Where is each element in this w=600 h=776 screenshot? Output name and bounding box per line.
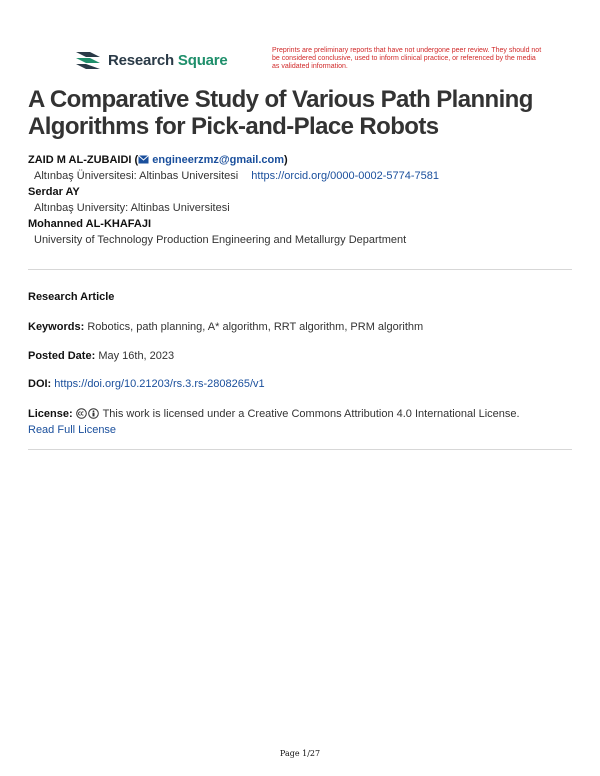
posted-date-label: Posted Date: bbox=[28, 350, 96, 362]
orcid-link[interactable]: https://orcid.org/0000-0002-5774-7581 bbox=[251, 170, 440, 182]
posted-date-row bbox=[28, 348, 572, 364]
header bbox=[74, 46, 544, 80]
logo-word-square: Square bbox=[177, 51, 228, 69]
posted-date-value: May 16th, 2023 bbox=[98, 350, 175, 362]
keywords-row bbox=[28, 319, 572, 335]
paper-title: A Comparative Study of Various Path Planning Algorithms for Pick-and-Place Robots bbox=[28, 86, 533, 140]
article-type: Research Article bbox=[28, 291, 115, 303]
keywords-label: Keywords: bbox=[28, 321, 85, 333]
license-label: License: bbox=[28, 408, 73, 420]
logo-word-research: Research bbox=[108, 51, 174, 69]
author-affiliation bbox=[28, 168, 572, 184]
doi-row bbox=[28, 376, 572, 392]
author-name: ZAID M AL-ZUBAIDI ( engineerzmz@gmail.com) bbox=[28, 154, 288, 166]
author-name-text: ZAID M AL-ZUBAIDI bbox=[28, 154, 132, 166]
creative-commons-icon bbox=[76, 408, 100, 419]
author-email-link[interactable]: engineerzmz@gmail.com bbox=[152, 154, 285, 166]
logo-text bbox=[108, 52, 228, 69]
divider bbox=[28, 449, 572, 450]
affiliation-text: Altınbaş Üniversitesi: Altinbas Universitesi bbox=[34, 170, 239, 182]
license-text: This work is licensed under a Creative Commons Attribution 4.0 International License. bbox=[102, 408, 520, 420]
envelope-icon bbox=[138, 155, 149, 164]
divider bbox=[28, 269, 572, 270]
keywords-value: Robotics, path planning, A* algorithm, RRT algorithm, PRM algorithm bbox=[87, 321, 424, 333]
doi-link[interactable]: https://doi.org/10.21203/rs.3.rs-2808265/v1 bbox=[54, 378, 265, 390]
doi-label: DOI: bbox=[28, 378, 52, 390]
license-row bbox=[28, 406, 572, 438]
author-affiliation: Altınbaş University: Altinbas Universitesi bbox=[34, 202, 230, 214]
author-list bbox=[28, 152, 572, 248]
page-number: Page 1/27 bbox=[279, 749, 321, 758]
research-square-logo[interactable] bbox=[74, 46, 228, 74]
author-name: Mohanned AL-KHAFAJI bbox=[28, 218, 152, 230]
author-affiliation: University of Technology Production Engineering and Metallurgy Department bbox=[34, 234, 407, 246]
preprint-disclaimer: Preprints are preliminary reports that have not undergone peer review. They should not be considered conclusive, used to inform clinical practice, or referenced by the media as validated information. bbox=[272, 47, 542, 70]
author-name: Serdar AY bbox=[28, 186, 80, 198]
research-square-logo-icon bbox=[74, 49, 102, 71]
read-full-license-link[interactable]: Read Full License bbox=[28, 424, 117, 436]
